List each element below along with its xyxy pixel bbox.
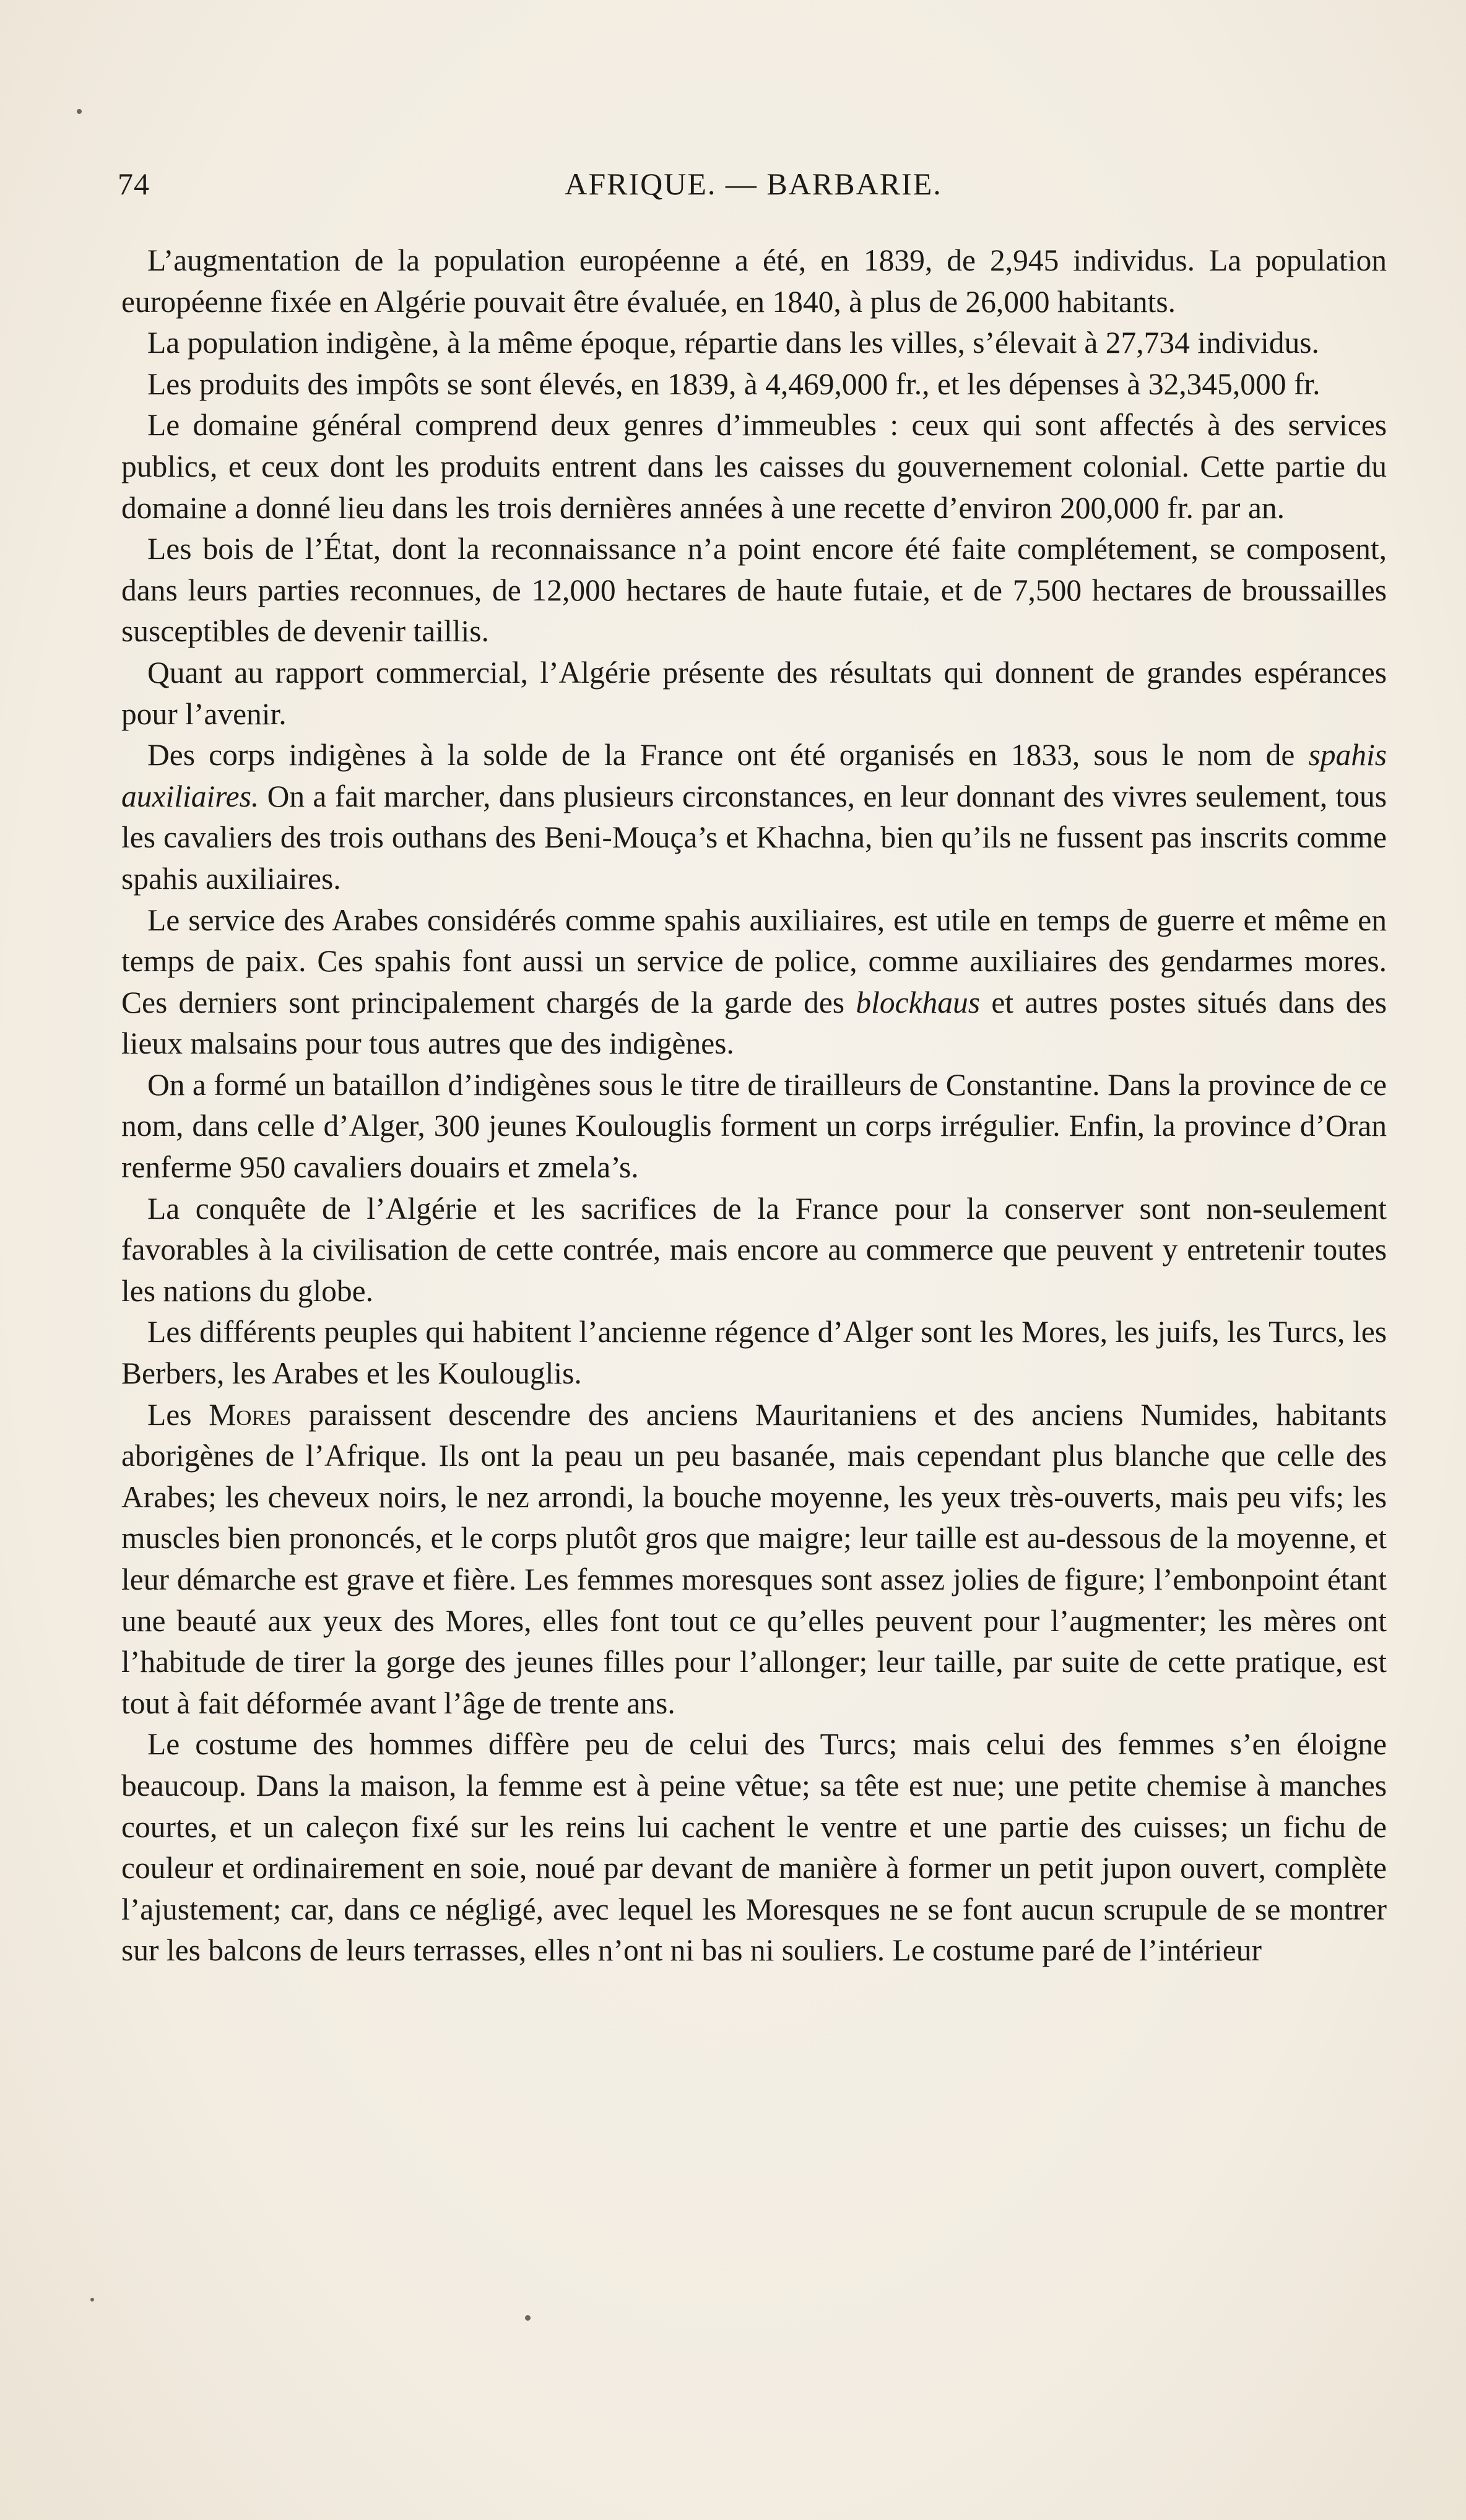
italic-term: spahis auxiliaires. [121,738,1387,813]
paragraph: Le costume des hommes diffère peu de celui des Turcs; mais celui des femmes s’en éloigne beaucoup. Dans la maison, la femme est à peine vêtue; sa tête est nue; une petite chemise à manches courtes, et un caleçon fixé sur les reins lui cachent le ventre et une partie des cuisses; un fichu de couleur et ordinairement en soie, noué par devant de manière à former un petit jupon ouvert, complète l’ajustement; car, dans ce négligé, avec lequel les Moresques ne se font aucun scrupule de se montrer sur les balcons de leurs terrasses, elles n’ont ni bas ni souliers. Le costume paré de l’intérieur [121,1727,1387,1968]
small-caps-term: Mores [209,1397,292,1432]
paper-speck [90,2298,94,2301]
paragraph: L’augmentation de la population européenne a été, en 1839, de 2,945 individus. La population européenne fixée en Algérie pouvait être évaluée, en 1840, à plus de 26,000 habitants. [121,243,1387,319]
page-number: 74 [118,167,150,201]
text-run: Les [147,1397,209,1432]
paragraph: Le domaine général comprend deux genres d’immeubles : ceux qui sont affectés à des services publics, et ceux dont les produits entrent dans les caisses du gouvernement colonial. Cette partie du domaine a donné lieu dans les trois dernières années à une recette d’environ 200,000 fr. par an. [121,408,1387,525]
paragraph: Les différents peuples qui habitent l’ancienne régence d’Alger sont les Mores, les juifs, les Turcs, les Berbers, les Arabes et les Koulouglis. [121,1315,1387,1391]
body-text [121,240,1387,1972]
text-run: et autres postes situés dans des lieux malsains pour tous autres que des indigènes. [121,985,1387,1061]
paper-speck [77,109,82,114]
text-run: Des corps indigènes à la solde de la France ont été organisés en 1833, sous le nom de [147,738,1309,773]
running-header [118,166,1389,209]
paragraph: On a formé un bataillon d’indigènes sous le titre de tirailleurs de Constantine. Dans la province de ce nom, dans celle d’Alger, 300 jeunes Koulouglis forment un corps irrégulier. Enfin, la province d’Oran renferme 950 cavaliers douairs et zmela’s. [121,1067,1387,1185]
paragraph: Les produits des impôts se sont élevés, en 1839, à 4,469,000 fr., et les dépenses à 32,345,000 fr. [147,366,1321,401]
paragraph: Les bois de l’État, dont la reconnaissance n’a point encore été faite complétement, se composent, dans leurs parties reconnues, de 12,000 hectares de haute futaie, et de 7,500 hectares de broussailles susceptibles de devenir taillis. [121,532,1387,649]
paragraph: La population indigène, à la même époque, répartie dans les villes, s’élevait à 27,734 individus. [147,326,1319,360]
paragraph: La conquête de l’Algérie et les sacrifices de la France pour la conserver sont non-seulement favorables à la civilisation de cette contrée, mais encore au commerce que peuvent y entretenir toutes les nations du globe. [121,1191,1387,1308]
running-title: AFRIQUE. — BARBARIE. [565,167,942,201]
text-run: On a fait marcher, dans plusieurs circonstances, en leur donnant des vivres seulement, tous les cavaliers des trois outhans des Beni-Mouça’s et Khachna, bien qu’ils ne fussent pas inscrits comme spahis auxiliaires. [121,779,1387,896]
text-run: Le service des Arabes considérés comme spahis auxiliaires, est utile en temps de guerre et même en temps de paix. Ces spahis font aussi un service de police, comme auxiliaires des gendarmes mores. Ces derniers sont principalement chargés de la garde des [121,903,1387,1020]
paragraph: Quant au rapport commercial, l’Algérie présente des résultats qui donnent de grandes espérances pour l’avenir. [121,655,1387,731]
paragraph-spahis [121,735,1387,899]
paragraph-blockhaus [121,900,1387,1065]
italic-term: blockhaus [856,985,981,1020]
paragraph-mores [121,1395,1387,1725]
paper-speck [525,2315,531,2321]
text-run: paraissent descendre des anciens Mauritaniens et des anciens Numides, habitants aborigènes de l’Afrique. Ils ont la peau un peu basanée, mais cependant plus blanche que celle des Arabes; les cheveux noirs, le nez arrondi, la bouche moyenne, les yeux très-ouverts, mais peu vifs; les muscles bien prononcés, et le corps plutôt gros que maigre; leur taille est au-dessous de la moyenne, et leur démarche est grave et fière. Les femmes moresques sont assez jolies de figure; l’embonpoint étant une beauté aux yeux des Mores, elles font tout ce qu’elles peuvent pour l’augmenter; les mères ont l’habitude de tirer la gorge des jeunes filles pour l’allonger; leur taille, par suite de cette pratique, est tout à fait déformée avant l’âge de trente ans. [121,1397,1387,1720]
